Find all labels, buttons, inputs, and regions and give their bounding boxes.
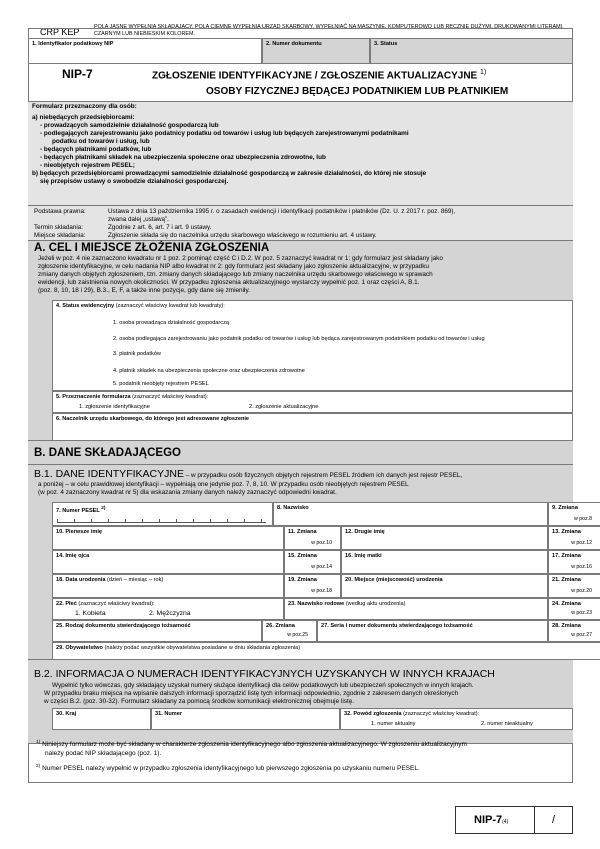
- section-a-text-line: ewidencji, lub zaistnienia nowych okoliczności. W przypadku zgłoszenia aktualizacyjnego wystarczy wypełnić poz. 1 oraz części A, B.1.: [38, 278, 420, 286]
- deadline-label: Termin składania:: [34, 224, 83, 231]
- change-13-ref: w poz.12: [571, 540, 592, 547]
- section-a-title: A. CEL I MIEJSCE ZŁOŻENIA ZGŁOSZENIA: [34, 242, 270, 254]
- sex-option-male[interactable]: [149, 610, 191, 618]
- page-box-version: (4): [502, 819, 509, 825]
- change-13-label: 13. Zmiana: [552, 529, 581, 535]
- change-13-field[interactable]: [548, 526, 600, 550]
- b2-text-line: w części B.2. (poz. 30-32). Formularz składany za pomocą środków komunikacji elektronicznej obejmuje listę.: [44, 697, 355, 705]
- form-code-crp: CRP KEP: [40, 27, 80, 37]
- nip-identifier-label: 1. Identyfikator podatkowy NIP: [32, 41, 114, 47]
- form-purpose-label: [53, 392, 572, 402]
- change-21-ref: w poz.20: [571, 588, 592, 595]
- b1-title: B.1. DANE IDENTYFIKACYJNE: [34, 468, 184, 480]
- change-24-ref: w poz.23: [571, 610, 592, 617]
- pesel-field[interactable]: [52, 502, 273, 526]
- title-line-1-text: ZGŁOSZENIE IDENTYFIKACYJNE / ZGŁOSZENIE AKTUALIZACYJNE: [152, 70, 478, 82]
- sex-field: [52, 598, 284, 620]
- id-document-number-label: 27. Seria i numer dokumentu stwierdzającego tożsamość: [321, 623, 473, 629]
- second-name-label: 12. Drugie imię: [345, 529, 385, 535]
- form-title-block: [28, 64, 573, 102]
- birth-date-field[interactable]: [52, 574, 284, 598]
- reason-option-label: 1. numer aktualny: [371, 721, 416, 727]
- id-document-type-field[interactable]: [52, 620, 262, 642]
- status-option-5[interactable]: [113, 381, 209, 387]
- section-a-text-line: (poz. 8, 10, 18 i 29), B.3., E, F, a także inne pozycje, gdy dane się zmieniły.: [38, 286, 250, 294]
- footnote-2: [36, 764, 574, 773]
- change-9-label: 9. Zmiana: [552, 505, 578, 511]
- status-label: 3. Status: [374, 41, 398, 47]
- sex-label: [53, 599, 283, 609]
- id-document-number-field[interactable]: [317, 620, 548, 642]
- b2-text-line: Wypełnić tylko wówczas, gdy składający uzyskał numery służące identyfikacji dla celów podatkowych lub ubezpieczeń społecznych w innych krajach.: [52, 682, 474, 689]
- change-21-label: 21. Zmiana: [552, 577, 581, 583]
- b1-text-2: a poniżej – w celu prawidłowej identyfikacji – wypełniają one jedynie poz. 7, 8, 10. W przypadku osób nieobjętych rejestrem PESEL: [38, 481, 409, 488]
- legal-block: [28, 206, 573, 241]
- maiden-name-note: (według aktu urodzenia): [344, 601, 406, 607]
- change-9-field[interactable]: [548, 502, 600, 526]
- fill-instruction: POLA JASNE WYPEŁNIA SKŁADAJĄCY, POLA CIEMNE WYPEŁNIA URZĄD SKARBOWY. WYPEŁNIAĆ NA MASZYNIE, KOMPUTEROWO LUB RĘCZNIE DUŻYMI, DRUKOWANYMI LITERAMI, CZARNYM LUB NIEBIESKIM KOLOREM.: [94, 24, 564, 37]
- report-reason-label-text: 32. Powód zgłoszenia: [344, 711, 402, 717]
- birth-place-label: 20. Miejsce (miejscowość) urodzenia: [345, 577, 443, 583]
- sex-label-text: 22. Płeć: [56, 601, 77, 607]
- pesel-label: [53, 503, 272, 516]
- section-a-text-line: zmiany danych objętych zgłoszeniem, tzn. zmiany danych składającego lub zmiany naczelnika urzędu skarbowego właściwego w sprawach: [38, 270, 433, 278]
- section-a-text-line: zgłoszenie identyfikacyjne, w celu nadania NIP albo kwadrat nr 2: gdy formularz jest składany jako zgłoszenie aktualizacyjne, w przypadku: [38, 262, 429, 270]
- legal-basis-label: Podstawa prawna:: [34, 208, 86, 215]
- citizenship-label-text: 29. Obywatelstwo: [56, 645, 103, 651]
- status-evidence-field: [52, 300, 573, 391]
- birth-date-note: (dzień – miesiąc – rok): [105, 577, 164, 583]
- citizenship-label: [53, 643, 600, 653]
- status-evidence-note: (zaznaczyć właściwy kwadrat lub kwadraty):: [114, 303, 225, 309]
- status-option-1[interactable]: [113, 320, 229, 326]
- change-19-label: 19. Zmiana: [288, 577, 317, 583]
- place-label: Miejsce składania:: [34, 232, 86, 239]
- sex-option-label: 2. Mężczyzna: [149, 610, 191, 617]
- change-26-label: 26. Zmiana: [266, 623, 295, 629]
- b1-text-3: (w poz. 4 zaznaczony kwadrat nr 5) dla wskazania zmiany danych należy zaznaczyć odpowiedni kwadrat.: [38, 489, 337, 496]
- status-option-label: 1. osoba prowadząca działalność gospodarczą: [113, 320, 229, 326]
- sex-note: (zaznaczyć właściwy kwadrat):: [76, 601, 155, 607]
- change-9-ref: w poz.8: [574, 516, 592, 523]
- mother-name-label: 16. Imię matki: [345, 553, 382, 559]
- purpose-item: - będących płatnikami składek na ubezpieczenia społeczne oraz ubezpieczenia zdrowotne, lub: [40, 154, 326, 161]
- footnote-1-text: Niniejszy formularz może być składany w charakterze zgłoszenia identyfikacyjnego albo zgłoszenia aktualizacyjnego. W zgłoszeniu aktualizacyjnym: [40, 741, 467, 749]
- purpose-option-label: 1. zgłoszenie identyfikacyjne: [79, 404, 150, 410]
- form-purpose-label-text: 5. Przeznaczenie formularza: [56, 394, 131, 400]
- foreign-number-field[interactable]: [151, 708, 340, 730]
- change-17-ref: w poz.16: [571, 564, 592, 571]
- purpose-option-update[interactable]: [249, 404, 318, 410]
- country-label: 30. Kraj: [56, 711, 77, 717]
- footnote-1-line-1: [36, 740, 574, 750]
- status-option-label: 4. płatnik składek na ubezpieczenia społeczne oraz ubezpieczenia zdrowotne: [113, 368, 305, 374]
- purpose-block: [28, 102, 573, 206]
- purpose-a: a) niebędących przedsiębiorcami:: [32, 114, 135, 121]
- section-a-text: [38, 255, 568, 295]
- title-line-1: [152, 69, 486, 82]
- b1-text-1: – w przypadku osób fizycznych objętych rejestrem PESEL źródłem ich danych jest rejestr PESEL,: [185, 472, 463, 479]
- tax-office-field[interactable]: [52, 413, 573, 441]
- birth-date-label-text: 18. Data urodzenia: [56, 577, 106, 583]
- second-name-field[interactable]: [341, 526, 548, 550]
- change-28-ref: w poz.27: [571, 632, 592, 639]
- b2-text: [44, 682, 572, 705]
- status-option-4[interactable]: [113, 368, 305, 374]
- status-option-label: 5. podatnik nieobjęty rejestrem PESEL: [113, 381, 209, 387]
- section-b1: [28, 465, 592, 660]
- document-number-field: [262, 38, 370, 64]
- b2-title: B.2. INFORMACJA O NUMERACH IDENTYFIKACYJNYCH UZYSKANYCH W INNYCH KRAJACH: [34, 668, 495, 680]
- section-b-header: [28, 441, 573, 465]
- section-a-text-line: Jeżeli w poz. 4 nie zaznaczono kwadratu nr 1 poz. 2 pominąć część C i D.2. W poz. 5 zaznaczyć kwadrat nr 1: gdy formularz jest składany jako: [38, 255, 443, 262]
- maiden-name-label-text: 23. Nazwisko rodowe: [288, 601, 345, 607]
- report-reason-label: [341, 709, 572, 719]
- change-19-field[interactable]: [284, 574, 341, 598]
- pesel-label-text: 7. Numer PESEL: [56, 507, 100, 514]
- change-17-field[interactable]: [548, 550, 600, 574]
- reason-option-current[interactable]: [371, 721, 415, 727]
- reason-option-outdated[interactable]: [481, 721, 533, 727]
- section-b-title: B. DANE SKŁADAJĄCEGO: [34, 447, 181, 459]
- reason-option-label: 2. numer nieaktualny: [481, 721, 533, 727]
- purpose-b-line1: b) będących przedsiębiorcami prowadzącymi samodzielnie działalność gospodarczą w zakresie działalności, do której nie stosuje: [32, 170, 427, 177]
- form-purpose-field: [52, 391, 573, 413]
- pesel-footnote-mark: 2): [101, 505, 106, 510]
- deadline-text: Zgodnie z art. 6, art. 7 i art. 9 ustawy.: [108, 224, 212, 231]
- change-15-ref: w poz.14: [311, 564, 332, 571]
- title-line-2: OSOBY FIZYCZNEJ BĘDĄCEJ PODATNIKIEM LUB PŁATNIKIEM: [206, 86, 509, 97]
- change-26-ref: w poz.25: [287, 632, 308, 639]
- footnote-1-mark: 1): [36, 740, 41, 745]
- change-15-label: 15. Zmiana: [288, 553, 317, 559]
- change-17-label: 17. Zmiana: [552, 553, 581, 559]
- sex-option-female[interactable]: [75, 610, 106, 618]
- purpose-heading: Formularz przeznaczony dla osób:: [32, 103, 137, 110]
- form-purpose-note: (zaznaczyć właściwy kwadrat):: [130, 394, 209, 400]
- birth-place-field[interactable]: [341, 574, 548, 598]
- footnote-1: [36, 740, 574, 758]
- purpose-item: - prowadzących samodzielnie działalność gospodarczą lub: [40, 122, 219, 129]
- change-28-field[interactable]: [548, 620, 600, 642]
- surname-field[interactable]: [273, 502, 548, 526]
- change-11-field[interactable]: [284, 526, 341, 550]
- b1-intro: [34, 468, 570, 481]
- country-field[interactable]: [52, 708, 151, 730]
- change-26-field[interactable]: [262, 620, 317, 642]
- maiden-name-label: [285, 599, 547, 609]
- change-21-field[interactable]: [548, 574, 600, 598]
- footnote-1-line-2: należy podać NIP składającego (poz. 1).: [45, 749, 162, 757]
- purpose-option-identification[interactable]: [79, 404, 150, 410]
- tax-office-label: 6. Naczelnik urzędu skarbowego, do którego jest adresowane zgłoszenie: [56, 416, 250, 422]
- section-b2: [28, 660, 573, 744]
- id-document-type-label: 25. Rodzaj dokumentu stwierdzającego tożsamość: [56, 623, 191, 629]
- place-text: Zgłoszenie składa się do naczelnika urzędu skarbowego właściwego w rozumieniu art. 4 ustawy.: [108, 232, 377, 239]
- change-19-ref: w poz.18: [311, 588, 332, 595]
- footnote-2-mark: 2): [36, 764, 41, 769]
- status-field: [370, 38, 573, 64]
- report-reason-note: (zaznaczyć właściwy kwadrat):: [401, 711, 480, 717]
- nip-identifier-field[interactable]: [28, 38, 262, 64]
- change-11-label: 11. Zmiana: [288, 529, 317, 535]
- citizenship-field[interactable]: [52, 642, 600, 660]
- change-24-field[interactable]: [548, 598, 600, 620]
- purpose-option-label: 2. zgłoszenie aktualizacyjne: [249, 404, 319, 410]
- change-11-ref: w poz.10: [311, 540, 332, 547]
- title-footnote-mark: 1): [480, 69, 487, 76]
- document-number-label: 2. Numer dokumentu: [266, 41, 322, 47]
- citizenship-note: (należy podać wszystkie obywatelstwa posiadane w dniu składania zgłoszenia): [102, 645, 301, 651]
- legal-basis-text-2: zwana dalej „ustawą”.: [108, 216, 169, 223]
- surname-label: 8. Nazwisko: [277, 505, 309, 511]
- foreign-number-label: 31. Numer: [155, 711, 183, 717]
- page-box-slash: /: [552, 814, 556, 826]
- mother-name-field[interactable]: [341, 550, 548, 574]
- maiden-name-field[interactable]: [284, 598, 548, 620]
- b2-text-line: W przypadku braku miejsca na wpisanie dalszych informacji sporządzić listę tych informacji odpowiednio, zgodnie z zakresem danych określonych: [44, 689, 459, 697]
- page-box-code: [474, 814, 508, 827]
- status-evidence-label-text: 4. Status ewidencyjny: [56, 303, 115, 309]
- legal-basis-text: Ustawa z dnia 13 października 1995 r. o zasadach ewidencji i identyfikacji podatników i płatników (Dz. U. z 2017 r. poz. 869),: [108, 208, 456, 215]
- page-box-code-text: NIP-7: [474, 814, 503, 826]
- purpose-b-line2: się przepisów ustawy o swobodzie działalności gospodarczej.: [40, 178, 229, 185]
- purpose-item: - będących płatnikami podatków, lub: [40, 146, 152, 153]
- footnote-2-text: Numer PESEL należy wypełnić w przypadku zgłoszenia identyfikacyjnego lub pierwszego zgłoszenia po uzyskaniu numeru PESEL.: [40, 765, 420, 773]
- page-box-divider: [534, 807, 535, 833]
- sex-option-label: 1. Kobieta: [75, 610, 106, 617]
- pesel-digit-ticks: [57, 519, 266, 523]
- father-name-field[interactable]: [52, 550, 284, 574]
- purpose-item: - nieobjętych rejestrem PESEL;: [40, 162, 135, 169]
- first-name-label: 10. Pierwsze imię: [56, 529, 103, 535]
- birth-date-label: [53, 575, 283, 585]
- status-option-label: 3. płatnik podatków: [113, 351, 161, 357]
- change-24-label: 24. Zmiana: [552, 601, 581, 607]
- status-evidence-label: [53, 301, 572, 311]
- first-name-field[interactable]: [52, 526, 284, 550]
- report-reason-field: [340, 708, 573, 730]
- father-name-label: 14. Imię ojca: [56, 553, 90, 559]
- purpose-item: - podlegających zarejestrowaniu jako podatnicy podatku od towarów i usług lub będących zarejestrowanymi podatnikami: [40, 130, 409, 137]
- change-28-label: 28. Zmiana: [552, 623, 581, 629]
- form-code-title: NIP-7: [62, 67, 93, 81]
- status-option-3[interactable]: [113, 351, 161, 357]
- status-option-label: 2. osoba podlegająca zarejestrowaniu jako podatnik podatku od towarów i usług lub będąca zarejestrowanym podatnikiem podatku od towarów i usług: [113, 336, 485, 342]
- purpose-item: podatku od towarów i usług, lub: [52, 138, 150, 145]
- page-number-box: [455, 806, 573, 834]
- status-option-2[interactable]: [113, 336, 485, 342]
- section-a: [28, 241, 573, 441]
- change-15-field[interactable]: [284, 550, 341, 574]
